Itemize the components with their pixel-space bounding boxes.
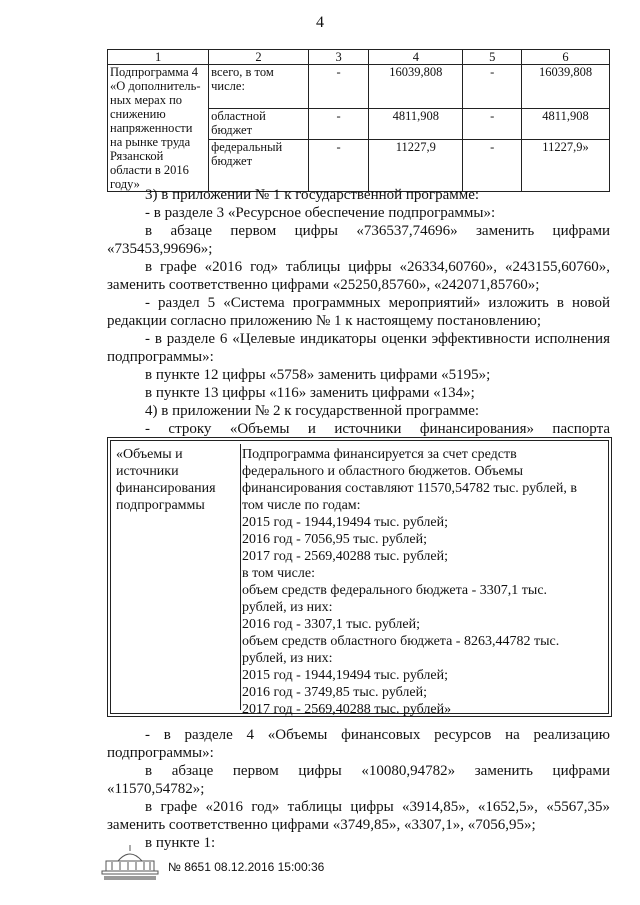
paragraph: 3) в приложении № 1 к государственной программе:: [145, 187, 480, 203]
table-cell: 11227,9»: [522, 139, 610, 191]
detail-line: в том числе:: [242, 566, 315, 581]
detail-line: рублей, из них:: [242, 651, 333, 666]
header-cell: 2: [209, 50, 309, 65]
paragraph: «735453,99696»;: [107, 241, 213, 257]
detail-line: 2017 год - 2569,40288 тыс. рублей;: [242, 549, 449, 564]
paragraph: - строку «Объемы и источники финансирования» паспорта: [145, 421, 610, 437]
detail-line: 2015 год - 1944,19494 тыс. рублей;: [242, 515, 449, 530]
paragraph: - в разделе 3 «Ресурсное обеспечение подпрограммы»:: [145, 205, 496, 221]
paragraph: в абзаце первом цифры «736537,74696» заменить цифрами: [145, 223, 610, 239]
row-label: областной бюджет: [209, 108, 309, 139]
header-cell: 6: [522, 50, 610, 65]
registration-stamp: № 8651 08.12.2016 15:00:36: [168, 860, 325, 874]
building-seal-icon: [100, 843, 160, 883]
table-row: [108, 65, 610, 109]
table-header-row: [108, 50, 610, 65]
detail-line: 2017 год - 2569,40288 тыс. рублей»: [242, 702, 452, 717]
header-cell: 5: [463, 50, 522, 65]
table-cell: -: [463, 139, 522, 191]
paragraph: в пункте 12 цифры «5758» заменить цифрами «5195»;: [145, 367, 491, 383]
paragraph: заменить соответственно цифрами «3749,85», «3307,1», «7056,95»;: [107, 817, 536, 833]
detail-line: рублей, из них:: [242, 600, 333, 615]
paragraph: в графе «2016 год» таблицы цифры «3914,85», «1652,5», «5567,35»: [145, 799, 610, 815]
detail-line: 2016 год - 3307,1 тыс. рублей;: [242, 617, 421, 632]
detail-line: объем средств федерального бюджета - 3307,1 тыс.: [242, 583, 548, 598]
paragraph: - раздел 5 «Система программных мероприятий» изложить в новой: [145, 295, 610, 311]
row-label: федеральный бюджет: [209, 139, 309, 191]
detail-line: финансирования составляют 11570,54782 тыс. рублей, в: [242, 481, 577, 496]
table-cell: 4811,908: [369, 108, 463, 139]
paragraph: подпрограммы»:: [107, 745, 214, 761]
paragraph: в графе «2016 год» таблицы цифры «26334,60760», «243155,60760»,: [145, 259, 610, 275]
table-cell: -: [308, 139, 368, 191]
paragraph: в пункте 13 цифры «116» заменить цифрами «134»;: [145, 385, 475, 401]
row-label: всего, в том числе:: [209, 65, 309, 109]
detail-line: 2015 год - 1944,19494 тыс. рублей;: [242, 668, 449, 683]
page-number: 4: [316, 14, 324, 31]
detail-line: объем средств областного бюджета - 8263,44782 тыс.: [242, 634, 560, 649]
table-cell: 4811,908: [522, 108, 610, 139]
table-cell: -: [308, 108, 368, 139]
paragraph: редакции согласно приложению № 1 к настоящему постановлению;: [107, 313, 542, 329]
table-cell: -: [463, 65, 522, 109]
detail-line: федерального и областного бюджетов. Объемы: [242, 464, 524, 479]
table-cell: 16039,808: [522, 65, 610, 109]
detail-line: Подпрограмма финансируется за счет средств: [242, 447, 517, 462]
budget-table: [107, 49, 610, 192]
table-cell: -: [308, 65, 368, 109]
header-cell: 4: [369, 50, 463, 65]
financing-details: [242, 446, 605, 718]
column-divider: [240, 444, 241, 710]
detail-line: 2016 год - 3749,85 тыс. рублей;: [242, 685, 428, 700]
paragraph: - в разделе 6 «Целевые индикаторы оценки эффективности исполнения: [145, 331, 610, 347]
header-cell: 1: [108, 50, 209, 65]
paragraph: - в разделе 4 «Объемы финансовых ресурсов на реализацию: [145, 727, 610, 743]
paragraph: подпрограммы»:: [107, 349, 214, 365]
paragraph: 4) в приложении № 2 к государственной программе:: [145, 403, 480, 419]
financing-table: [107, 437, 612, 717]
paragraph: в абзаце первом цифры «10080,94782» заменить цифрами: [145, 763, 610, 779]
program-name-cell: Подпрограмма 4 «О дополнитель-ных мерах по снижению напряженности на рынке труда Рязанской области в 2016 году»: [108, 65, 209, 192]
table-cell: 16039,808: [369, 65, 463, 109]
table-cell: 11227,9: [369, 139, 463, 191]
paragraph: в пункте 1:: [145, 835, 216, 851]
paragraph: «11570,54782»;: [107, 781, 205, 797]
detail-line: том числе по годам:: [242, 498, 361, 513]
financing-label: «Объемы и источники финансирования подпрограммы: [116, 447, 216, 513]
table-cell: -: [463, 108, 522, 139]
paragraph: заменить соответственно цифрами «25250,85760», «242071,85760»;: [107, 277, 540, 293]
header-cell: 3: [308, 50, 368, 65]
detail-line: 2016 год - 7056,95 тыс. рублей;: [242, 532, 428, 547]
